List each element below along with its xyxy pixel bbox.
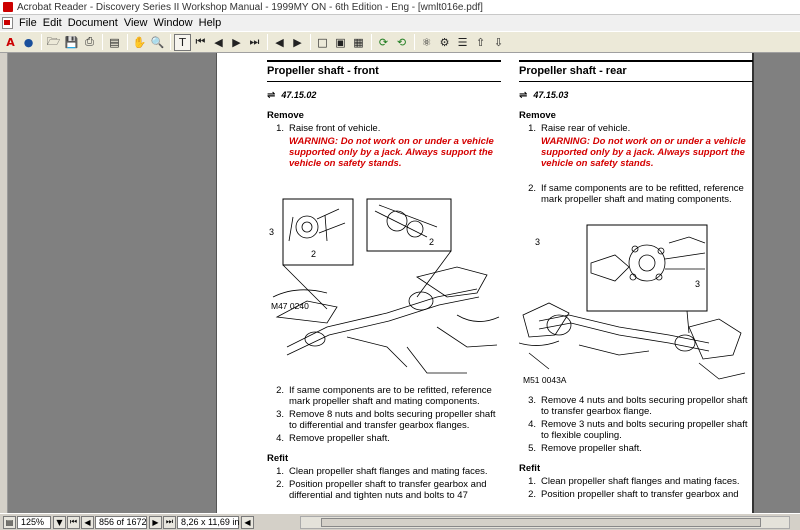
procedure-step — [519, 443, 753, 454]
procedure-step — [519, 395, 753, 417]
horizontal-scrollbar[interactable] — [300, 516, 790, 529]
figure-caption: M51 0043A — [523, 375, 567, 385]
refit-heading: Refit — [519, 463, 541, 474]
step-text: Remove 8 nuts and bolts securing propeller shaft to differential and transfer gearbox flanges. — [289, 409, 496, 431]
last-page-icon[interactable]: ⏭ — [249, 35, 260, 48]
section-title: Propeller shaft - rear — [519, 66, 753, 82]
callout-2: 2 — [311, 249, 317, 259]
procedure-step — [519, 183, 753, 205]
find-icon[interactable]: ⚛ — [421, 35, 432, 49]
acrobat-app-icon — [3, 2, 13, 12]
search-icon[interactable]: ⚙ — [439, 35, 450, 49]
step-number: 2. — [528, 183, 536, 194]
toolbar-separator — [127, 34, 128, 50]
step-text: Remove propeller shaft. — [289, 433, 390, 444]
step-number: 5. — [528, 443, 536, 454]
step-text: Remove propeller shaft. — [541, 443, 642, 454]
toolbar-separator — [414, 34, 415, 50]
acrobat-icon[interactable]: A — [6, 35, 15, 49]
pdf-page — [216, 53, 754, 513]
step-text: Raise rear of vehicle. — [541, 123, 631, 134]
menu-view[interactable]: View — [123, 17, 148, 29]
zoom-tool-icon[interactable]: 🔍 — [150, 35, 165, 49]
toolbar — [0, 31, 800, 53]
procedure-step — [267, 385, 501, 407]
menu-file[interactable]: File — [19, 17, 37, 29]
window-title: Acrobat Reader - Discovery Series II Workshop Manual - 1999MY ON - 6th Edition - Eng - [wmlt016e.pdf] — [17, 1, 483, 13]
procedure-step — [519, 489, 753, 500]
menu-edit[interactable]: Edit — [42, 17, 62, 29]
step-text: Clean propeller shaft flanges and mating faces. — [289, 466, 488, 477]
callout-3: 3 — [535, 237, 541, 247]
search-results-icon[interactable]: ☰ — [457, 35, 468, 49]
fit-width-icon[interactable]: ▦ — [353, 35, 364, 49]
zoom-field[interactable]: 125% — [17, 516, 51, 529]
safety-warning: WARNING: Do not work on or under a vehicle supported only by a jack. Always support the vehicle on safety stands. — [289, 136, 494, 169]
open-icon[interactable]: ● — [23, 35, 34, 49]
toolbar-separator — [102, 34, 103, 50]
operation-code-text: 47.15.02 — [281, 90, 317, 100]
navigation-pane-collapsed[interactable] — [0, 53, 8, 513]
step-number: 1. — [528, 123, 536, 134]
first-page-icon[interactable]: ⏮ — [67, 516, 80, 529]
procedure-step — [519, 476, 753, 487]
illustration-drawing — [267, 197, 501, 383]
step-number: 1. — [276, 123, 284, 134]
next-highlight-icon[interactable]: ⇩ — [493, 35, 504, 49]
step-text: Position propeller shaft to transfer gearbox and differential and tighten nuts and bolts to 47 — [289, 479, 487, 501]
page-number-field[interactable]: 856 of 1672 — [95, 516, 147, 529]
rear-propshaft-illustration — [519, 223, 753, 393]
step-text: Raise front of vehicle. — [289, 123, 381, 134]
step-text: Remove 4 nuts and bolts securing propellor shaft to transfer gearbox flange. — [541, 395, 748, 417]
step-text: If same components are to be refitted, reference mark propeller shaft and mating components. — [541, 183, 744, 205]
last-page-icon[interactable]: ⏭ — [163, 516, 176, 529]
step-text: Remove 3 nuts and bolts securing propeller shaft to flexible coupling. — [541, 419, 748, 441]
step-number: 2. — [276, 385, 284, 396]
step-number: 1. — [276, 466, 284, 477]
illustration-drawing — [519, 223, 753, 393]
column-rule — [267, 60, 501, 62]
document-menu-icon[interactable] — [2, 17, 13, 29]
previous-highlight-icon[interactable]: ⇧ — [475, 35, 486, 49]
operation-code — [267, 90, 501, 101]
procedure-step — [267, 123, 501, 134]
callout-2: 2 — [429, 237, 435, 247]
left-column — [267, 53, 501, 501]
section-title: Propeller shaft - front — [267, 66, 501, 82]
procedure-step — [519, 123, 753, 134]
fit-page-icon[interactable]: ▣ — [335, 35, 346, 49]
rotate-clockwise-icon[interactable]: ⟲ — [396, 35, 407, 49]
step-number: 3. — [276, 409, 284, 420]
actual-size-icon[interactable]: □ — [317, 35, 328, 49]
callout-3: 3 — [269, 227, 275, 237]
procedure-step — [267, 466, 501, 477]
title-bar — [0, 0, 800, 15]
menu-window[interactable]: Window — [153, 17, 193, 29]
page-layout-icon[interactable]: ▤ — [3, 516, 16, 529]
operation-code — [519, 90, 753, 101]
toolbar-separator — [371, 34, 372, 50]
status-bar — [0, 513, 800, 530]
procedure-step — [267, 409, 501, 431]
procedure-step — [519, 419, 753, 441]
right-column — [519, 53, 753, 500]
front-propshaft-illustration — [267, 197, 501, 383]
step-number: 4. — [528, 419, 536, 430]
menu-document[interactable]: Document — [67, 17, 118, 29]
step-number: 4. — [276, 433, 284, 444]
step-number: 2. — [528, 489, 536, 500]
zoom-dropdown-icon[interactable]: ▼ — [53, 516, 66, 529]
toolbar-separator — [310, 34, 311, 50]
go-back-icon[interactable]: ◀ — [275, 35, 284, 49]
next-page-icon[interactable]: ▶ — [149, 516, 162, 529]
menu-bar — [0, 15, 800, 31]
menu-help[interactable]: Help — [198, 17, 222, 29]
procedure-step — [267, 479, 501, 501]
remove-heading: Remove — [267, 110, 304, 121]
column-rule — [519, 60, 753, 62]
operation-code-text: 47.15.03 — [533, 90, 569, 100]
step-text: Clean propeller shaft flanges and mating faces. — [541, 476, 740, 487]
show-navigation-pane-icon[interactable]: ▤ — [109, 35, 120, 49]
step-number: 1. — [528, 476, 536, 487]
scrollbar-thumb[interactable] — [321, 518, 761, 527]
print-icon[interactable]: ⎙ — [85, 35, 94, 48]
previous-page-icon[interactable]: ◀ — [81, 516, 94, 529]
figure-caption: M47 0240 — [271, 301, 309, 311]
rotate-icon[interactable]: ⟳ — [378, 35, 389, 49]
open-folder-icon[interactable]: 🗁 — [46, 34, 61, 48]
page-size-display: 8,26 x 11,69 in — [177, 516, 239, 529]
go-forward-icon[interactable]: ▶ — [293, 35, 302, 49]
scroll-left-icon[interactable]: ◀ — [241, 516, 254, 529]
procedure-step — [267, 433, 501, 444]
step-text: If same components are to be refitted, reference mark propeller shaft and mating components. — [289, 385, 492, 407]
text-select-icon[interactable]: T — [174, 34, 191, 51]
step-number: 2. — [276, 479, 284, 490]
next-page-icon[interactable]: ▶ — [232, 35, 241, 49]
toolbar-separator — [41, 34, 42, 50]
remove-heading: Remove — [519, 110, 556, 121]
refit-heading: Refit — [267, 453, 289, 464]
toolbar-separator — [267, 34, 268, 50]
step-number: 3. — [528, 395, 536, 406]
step-text: Position propeller shaft to transfer gearbox and — [541, 489, 739, 500]
first-page-icon[interactable]: ⏮ — [195, 35, 206, 48]
document-view[interactable] — [0, 53, 800, 513]
previous-page-icon[interactable]: ◀ — [214, 35, 223, 49]
callout-3: 3 — [695, 279, 701, 289]
save-icon[interactable]: 💾 — [64, 35, 79, 49]
toolbar-separator — [170, 34, 171, 50]
wrench-icon: ⇌ — [267, 90, 276, 101]
hand-tool-icon[interactable]: ✋ — [132, 35, 147, 49]
wrench-icon: ⇌ — [519, 90, 528, 101]
safety-warning: WARNING: Do not work on or under a vehicle supported only by a jack. Always support the vehicle on safety stands. — [541, 136, 746, 169]
